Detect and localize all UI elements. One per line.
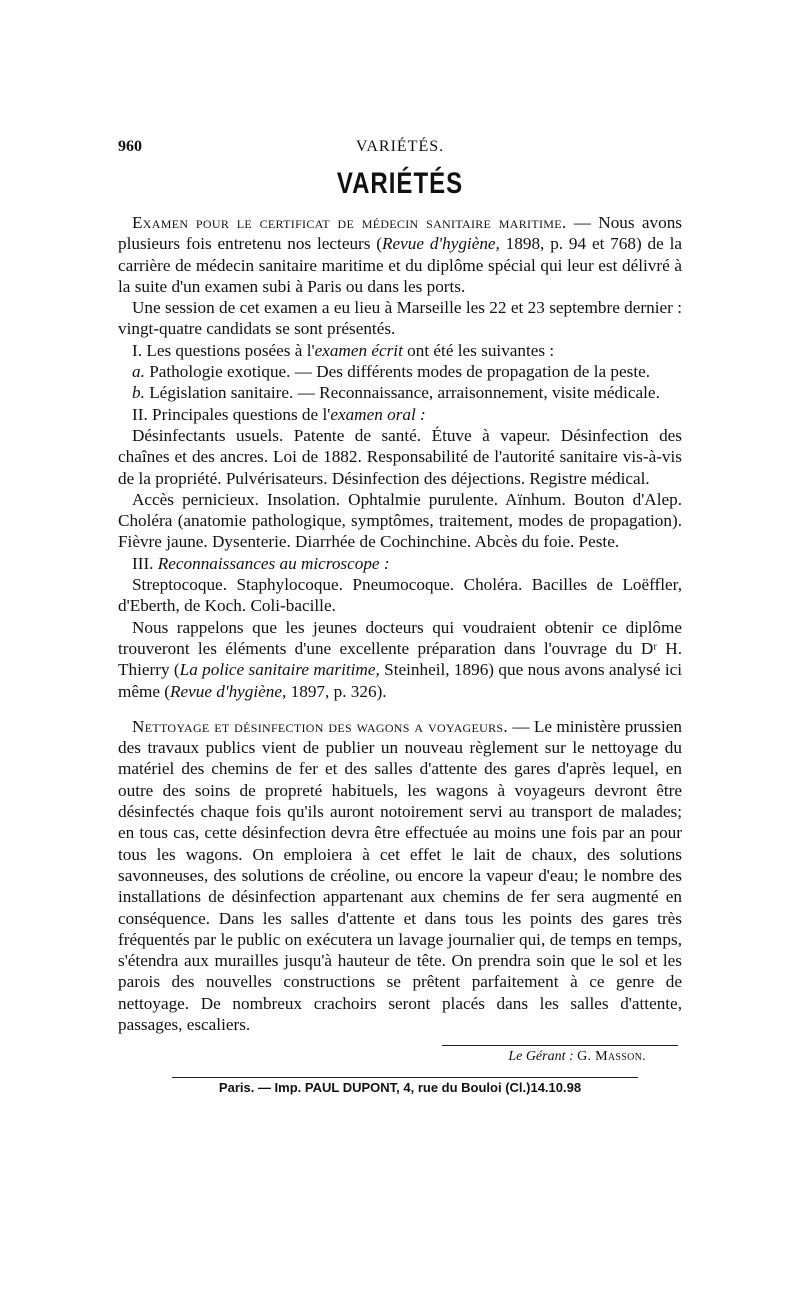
paragraph: II. Principales questions de l'examen oral : — [132, 404, 426, 424]
paragraph: I. Les questions posées à l'examen écrit ont été les suivantes : — [132, 340, 555, 360]
article-nettoyage — [118, 716, 682, 1035]
paragraph: Nous rappelons que les jeunes docteurs qui voudraient obtenir ce diplôme trouveront les éléments d'une excellente préparation dans l'ouvrage du Dʳ H. Thierry (La police sanitaire maritime, Steinheil, 1896) que nous avons analysé ici même (Revue d'hygiène, 1897, p. 326). — [118, 617, 683, 701]
paragraph: Streptocoque. Staphylocoque. Pneumocoque. Choléra. Bacilles de Loëffler, d'Eberth, de Koch. Coli-bacille. — [118, 575, 682, 616]
signature-name: G. Masson. — [577, 1049, 646, 1065]
paragraph: a. Pathologie exotique. — Des différents modes de propagation de la peste. — [132, 362, 651, 382]
divider — [172, 1077, 638, 1078]
running-title: VARIÉTÉS. — [355, 138, 445, 155]
paragraph: Désinfectants usuels. Patente de santé. Étuve à vapeur. Désinfection des chaînes et des ancres. Loi de 1882. Responsabilité de l'autorité sanitaire vis-à-vis de la propriété. Pulvérisateurs. Désinfection des déjections. Registre médical. — [118, 425, 682, 488]
page — [118, 138, 682, 1095]
signature-role: Le Gérant : — [508, 1049, 574, 1065]
paragraph: Une session de cet examen a eu lieu à Marseille les 22 et 23 septembre dernier : vingt-quatre candidats se sont présentés. — [118, 298, 682, 339]
running-head — [118, 138, 682, 162]
paragraph: Accès pernicieux. Insolation. Ophtalmie purulente. Aïnhum. Bouton d'Alep. Choléra (anatomie pathologique, symptômes, traitement, modes de propagation). Fièvre jaune. Dysenterie. Diarrhée de Cochinchine. Abcès du foie. Peste. — [118, 489, 682, 552]
signature — [118, 1049, 682, 1065]
section-title: VARIÉTÉS — [336, 166, 464, 201]
paragraph: b. Législation sanitaire. — Reconnaissance, arraisonnement, visite médicale. — [132, 383, 660, 403]
article-heading: Nettoyage et désinfection des wagons a voyageurs. — [132, 716, 508, 736]
imprint: Paris. — Imp. PAUL DUPONT, 4, rue du Bouloi (Cl.)14.10.98 — [218, 1080, 582, 1096]
paragraph: Examen pour le certificat de médecin sanitaire maritime. — Nous avons plusieurs fois entretenu nos lecteurs (Revue d'hygiène, 1898, p. 94 et 768) de la carrière de médecin sanitaire maritime et du diplôme spécial qui leur est délivré à la suite d'un examen subi à Paris ou dans les ports. — [118, 213, 682, 296]
article-heading: Examen pour le certificat de médecin sanitaire maritime. — [132, 213, 567, 232]
divider — [442, 1045, 678, 1046]
paragraph: Nettoyage et désinfection des wagons a voyageurs. — Le ministère prussien des travaux publics vient de publier un nouveau règlement sur le nettoyage du matériel des chemins de fer et des salles d'attente des gares d'après lequel, en outre des soins de propreté habituels, les wagons à voyageurs devront être désinfectés chaque fois qu'ils auront notoirement servi au transport de malades; en tous cas, cette désinfection devra être effectuée au moins une fois par an pour tous les wagons. On emploiera à cet effet le lait de chaux, des solutions savonneuses, des solutions de créoline, ou encore la vapeur d'eau; le nombre des installations de désinfection appartenant aux chemins de fer sera augmenté en conséquence. Dans les salles d'attente et dans tous les points des gares très fréquentés par le public on exécutera un lavage journalier qui, de temps en temps, s'étendra aux murailles jusqu'à hauteur de tête. On prendra soin que le sol et les parois des nouvelles constructions se prêtent parfaitement à ce genre de nettoyage. De nombreux crachoirs seront placés dans les salles d'attente, passages, escaliers. — [118, 716, 682, 1034]
paragraph: III. Reconnaissances au microscope : — [132, 553, 390, 573]
page-number: 960 — [118, 138, 142, 155]
article-examen — [118, 212, 682, 702]
